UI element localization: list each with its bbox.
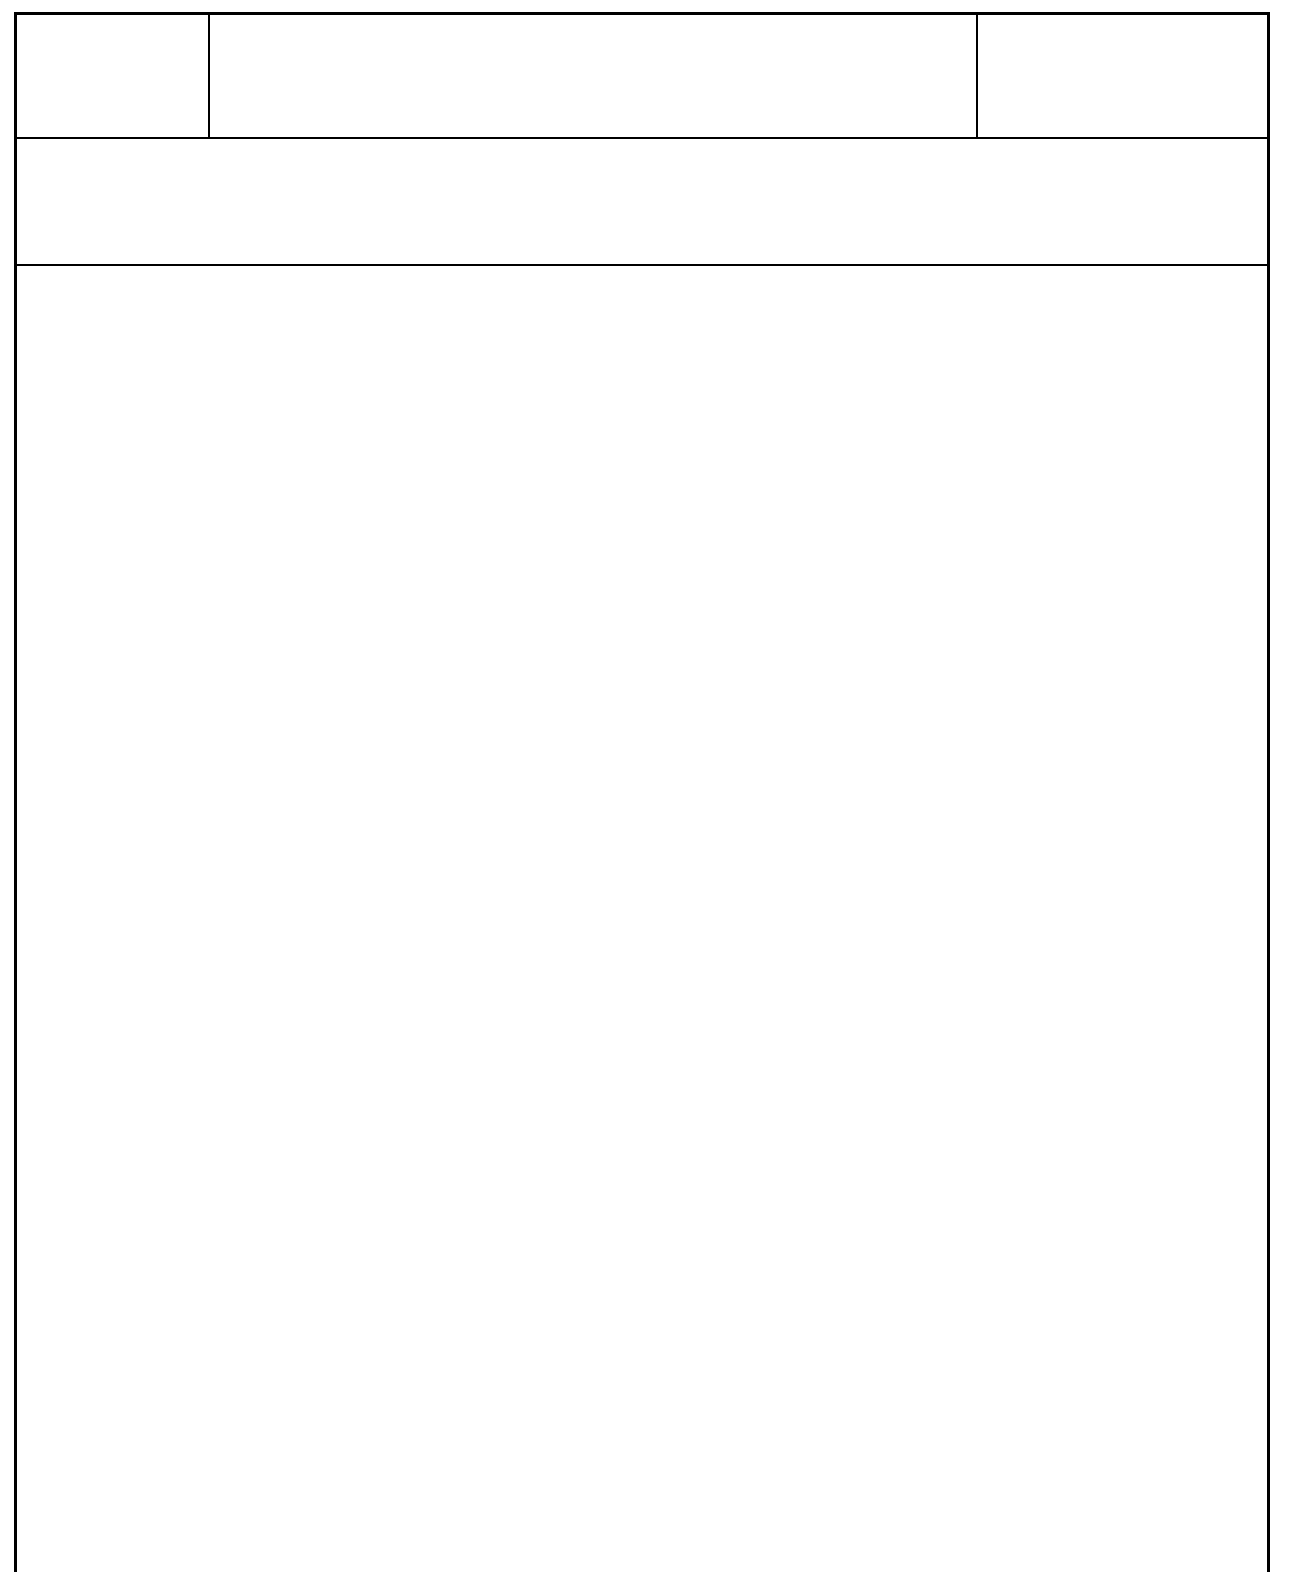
header-code xyxy=(17,15,208,137)
diagnostic-table xyxy=(14,12,1270,1572)
section-row xyxy=(17,139,1267,266)
header-fault xyxy=(208,15,976,137)
section-title xyxy=(17,139,1267,264)
table-header-row xyxy=(17,15,1267,139)
header-procedure xyxy=(976,15,1267,137)
